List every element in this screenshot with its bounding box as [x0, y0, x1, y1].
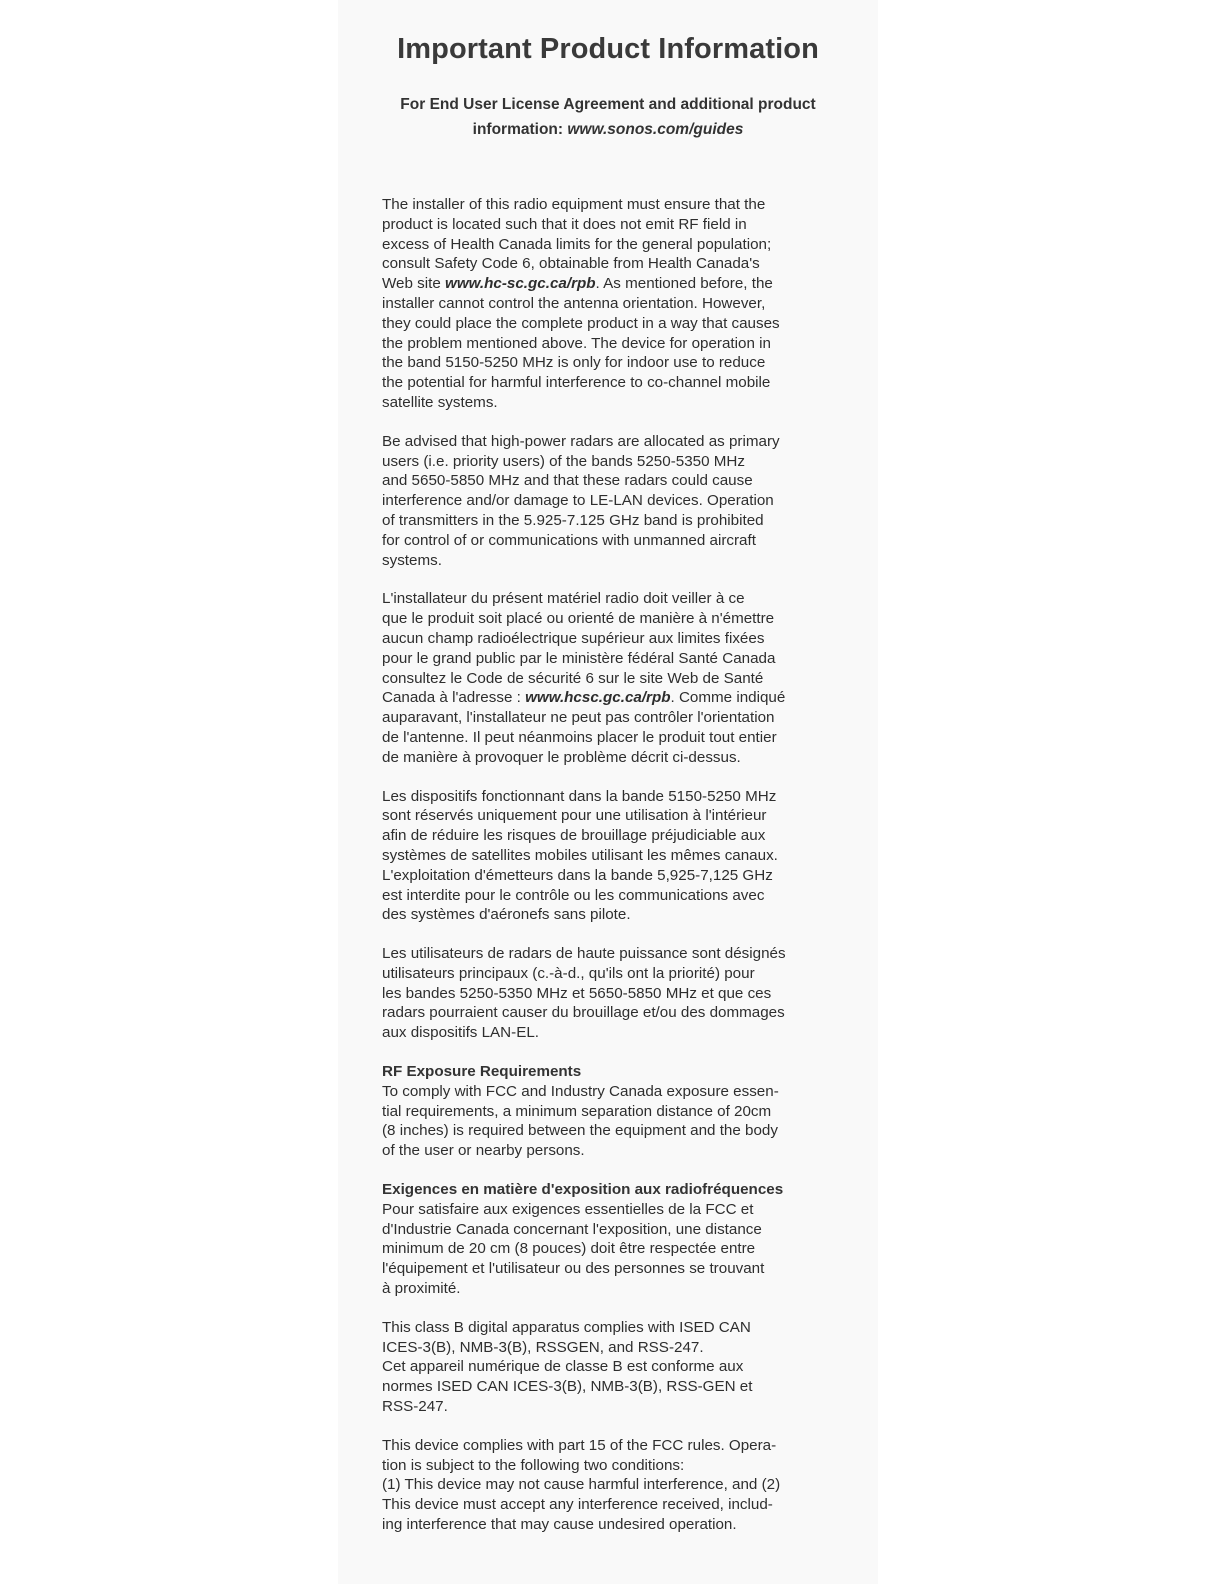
health-canada-url-link[interactable]: www.hc-sc.gc.ca/rpb: [445, 275, 596, 293]
text-line: sont réservés uniquement pour une utilisation à l'intérieur: [382, 807, 767, 825]
text-line: pour le grand public par le ministère fédéral Santé Canada: [382, 649, 776, 667]
paragraph-installer-en: [382, 195, 834, 413]
text-line: The installer of this radio equipment must ensure that the: [382, 196, 766, 213]
text-line: interference and/or damage to LE-LAN devices. Operation: [382, 492, 774, 510]
text-line: d'Industrie Canada concernant l'exposition, une distance: [382, 1220, 762, 1238]
text-line: installer cannot control the antenna orientation. However,: [382, 294, 766, 312]
text-line: This device complies with part 15 of the FCC rules. Opera-: [382, 1436, 777, 1454]
text-line: To comply with FCC and Industry Canada exposure essen-: [382, 1082, 779, 1100]
text-line: the potential for harmful interference to co-channel mobile: [382, 374, 771, 392]
text-line: of the user or nearby persons.: [382, 1142, 585, 1160]
text-line: les bandes 5250-5350 MHz et 5650-5850 MHz et que ces: [382, 984, 772, 1002]
paragraph-rf-exposure-fr: [382, 1180, 834, 1299]
text-line: aux dispositifs LAN-EL.: [382, 1024, 540, 1042]
text-line: This device must accept any interference received, includ-: [382, 1496, 773, 1514]
text-line: the problem mentioned above. The device for operation in: [382, 334, 771, 352]
license-info-subtitle: [382, 92, 834, 142]
text-line: des systèmes d'aéronefs sans pilote.: [382, 906, 631, 924]
text-line: satellite systems.: [382, 393, 498, 411]
text-fragment: Canada à l'adresse :: [382, 689, 526, 707]
text-line: excess of Health Canada limits for the general population;: [382, 235, 772, 253]
document-content: [382, 30, 834, 1554]
text-line: they could place the complete product in a way that causes: [382, 314, 780, 332]
text-line: the band 5150-5250 MHz is only for indoor use to reduce: [382, 354, 766, 372]
text-line: of transmitters in the 5.925-7.125 GHz band is prohibited: [382, 511, 764, 529]
text-line: que le produit soit placé ou orienté de manière à n'émettre: [382, 610, 775, 628]
text-line: (8 inches) is required between the equipment and the body: [382, 1122, 778, 1140]
text-line: systems.: [382, 551, 442, 569]
text-line: minimum de 20 cm (8 pouces) doit être respectée entre: [382, 1240, 756, 1258]
text-line: aucun champ radioélectrique supérieur aux limites fixées: [382, 629, 765, 647]
paragraph-rf-exposure-en: [382, 1062, 834, 1161]
text-line: and 5650-5850 MHz and that these radars could cause: [382, 472, 753, 490]
paragraph-installer-fr: [382, 589, 834, 767]
text-fragment: . As mentioned before, the: [595, 275, 773, 293]
subtitle-prefix: information:: [472, 121, 568, 138]
paragraph-indoor-band-fr: [382, 787, 834, 926]
subtitle-line-1: For End User License Agreement and additional product: [400, 96, 816, 113]
text-line: est interdite pour le contrôle ou les communications avec: [382, 886, 765, 904]
text-line: auparavant, l'installateur ne peut pas contrôler l'orientation: [382, 709, 775, 727]
paragraph-class-b-compliance: [382, 1318, 834, 1417]
paragraph-fcc-part-15: [382, 1436, 834, 1535]
text-line: afin de réduire les risques de brouillage préjudiciable aux: [382, 827, 766, 845]
text-line: Pour satisfaire aux exigences essentielles de la FCC et: [382, 1200, 754, 1218]
text-line: de manière à provoquer le problème décrit ci-dessus.: [382, 748, 741, 766]
text-line: Be advised that high-power radars are allocated as primary: [382, 432, 780, 450]
document-body: [382, 195, 834, 1535]
text-line: [382, 274, 834, 294]
text-line: ICES-3(B), NMB-3(B), RSSGEN, and RSS-247.: [382, 1338, 704, 1356]
text-line: systèmes de satellites mobiles utilisant les mêmes canaux.: [382, 846, 778, 864]
text-line: Les dispositifs fonctionnant dans la bande 5150-5250 MHz: [382, 787, 777, 805]
section-heading: RF Exposure Requirements: [382, 1063, 582, 1081]
section-heading: Exigences en matière d'exposition aux radiofréquences: [382, 1181, 784, 1199]
text-line: product is located such that it does not emit RF field in: [382, 215, 747, 233]
text-line: tial requirements, a minimum separation distance of 20cm: [382, 1102, 772, 1120]
subtitle-line-2: [382, 117, 834, 142]
text-line: l'équipement et l'utilisateur ou des personnes se trouvant: [382, 1260, 765, 1278]
text-line: utilisateurs principaux (c.-à-d., qu'ils ont la priorité) pour: [382, 964, 755, 982]
text-line: normes ISED CAN ICES-3(B), NMB-3(B), RSS-GEN et: [382, 1378, 753, 1396]
text-line: Les utilisateurs de radars de haute puissance sont désignés: [382, 945, 786, 963]
text-fragment: . Comme indiqué: [670, 689, 786, 707]
text-line: RSS-247.: [382, 1398, 448, 1416]
text-line: users (i.e. priority users) of the bands 5250-5350 MHz: [382, 452, 745, 470]
text-line: ing interference that may cause undesired operation.: [382, 1516, 737, 1534]
paragraph-radars-en: [382, 432, 834, 571]
text-line: à proximité.: [382, 1280, 461, 1298]
text-line: Cet appareil numérique de classe B est conforme aux: [382, 1358, 744, 1376]
text-line: This class B digital apparatus complies with ISED CAN: [382, 1318, 751, 1336]
text-line: consult Safety Code 6, obtainable from Health Canada's: [382, 255, 760, 273]
guides-url-link[interactable]: www.sonos.com/guides: [567, 121, 744, 138]
text-fragment: Web site: [382, 275, 446, 293]
text-line: radars pourraient causer du brouillage et/ou des dommages: [382, 1004, 785, 1022]
text-line: L'exploitation d'émetteurs dans la bande 5,925-7,125 GHz: [382, 866, 773, 884]
paragraph-radars-fr: [382, 944, 834, 1043]
text-line: de l'antenne. Il peut néanmoins placer le produit tout entier: [382, 728, 777, 746]
text-line: [382, 688, 834, 708]
text-line: consultez le Code de sécurité 6 sur le site Web de Santé: [382, 669, 764, 687]
document-title: Important Product Information: [397, 33, 819, 65]
sante-canada-url-link[interactable]: www.hcsc.gc.ca/rpb: [525, 689, 671, 707]
text-line: (1) This device may not cause harmful interference, and (2): [382, 1476, 781, 1494]
text-line: for control of or communications with unmanned aircraft: [382, 531, 756, 549]
text-line: tion is subject to the following two conditions:: [382, 1456, 685, 1474]
text-line: L'installateur du présent matériel radio doit veiller à ce: [382, 590, 745, 608]
